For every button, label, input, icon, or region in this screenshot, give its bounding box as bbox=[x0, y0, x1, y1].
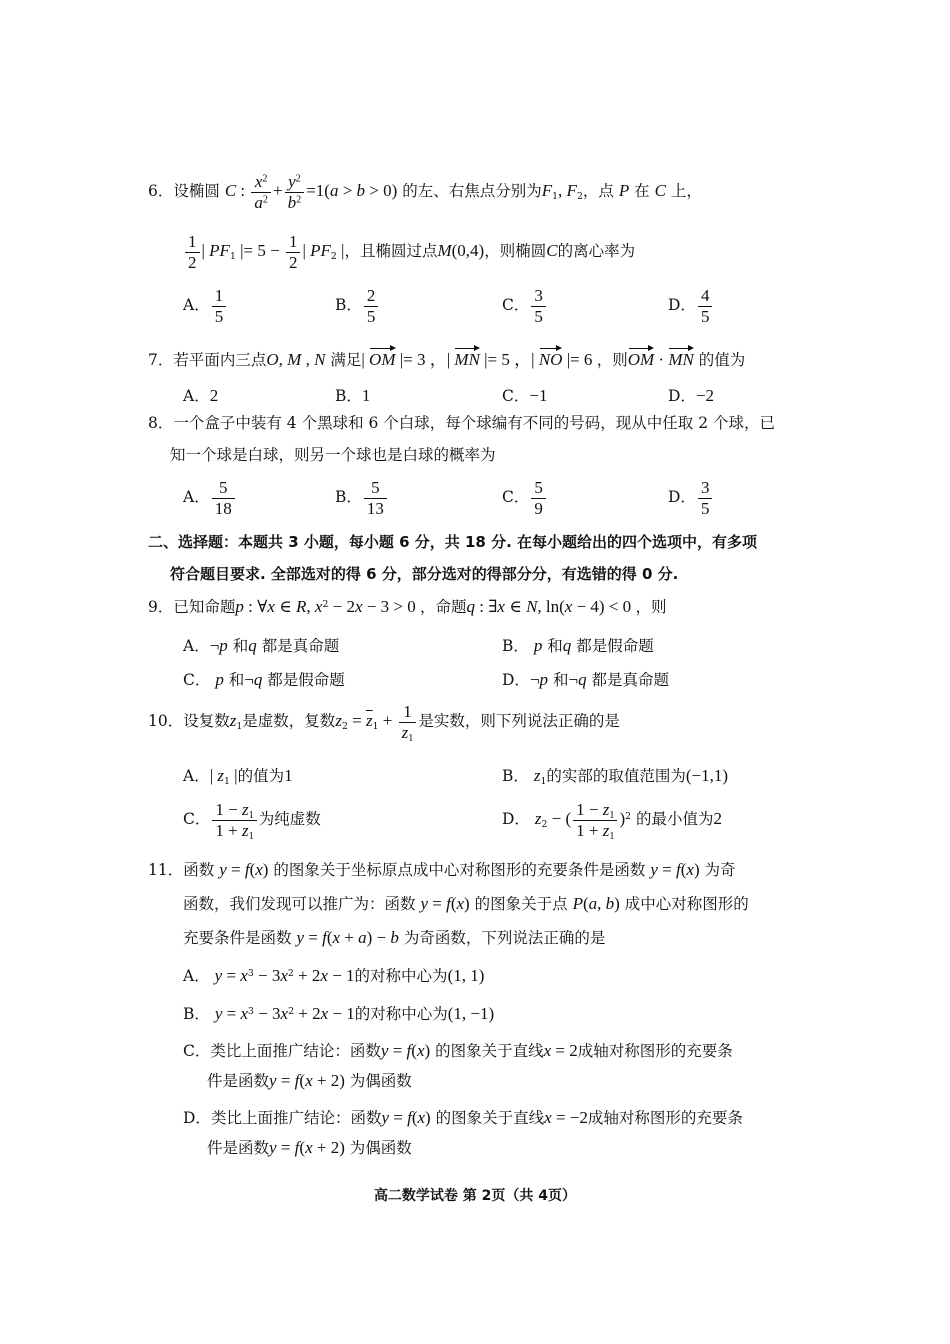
q10-option-b[interactable]: B． $z_1$的实部的取值范围为(−1,1) bbox=[502, 766, 729, 787]
q8-number: 8． bbox=[148, 414, 174, 432]
q10-option-d[interactable]: D． $z_2$ − ( $\frac{1 - z_1}{1 + z_1}$ )$^2$ 的最小值为2 bbox=[502, 800, 723, 842]
q6-option-d[interactable]: D． $\frac{4}{5}$ bbox=[668, 286, 714, 326]
section2-heading: 二、选择题：本题共 3 小题，每小题 6 分，共 18 分. 在每小题给出的四个选项中，有多项 bbox=[148, 533, 758, 551]
q6-option-b[interactable]: B． $\frac{2}{5}$ bbox=[335, 286, 380, 326]
q6-option-a[interactable]: A． $\frac{1}{5}$ bbox=[183, 286, 228, 326]
q7-line1: 7．若平面内三点O, M , N 满足| OM |= 3 ，| MN |= 5 ，| NO |= 6 ，则OM · MN 的值为 bbox=[148, 346, 745, 370]
q9-line1: 9．已知命题p : ∀x ∈ R, $x^2 - 2x - 3 > 0$ ，命题q : ∃x ∈ N, ln(x − 4) < 0 ，则 bbox=[148, 597, 667, 616]
q6-number: 6． bbox=[148, 182, 174, 201]
q11-line2: 函数，我们发现可以推广为：函数 y = f(x) 的图象关于点 P(a, b) 成中心对称图形的 bbox=[183, 894, 749, 913]
q10-option-c[interactable]: C． $\frac{1 - z_1}{1 + z_1}$ 为纯虚数 bbox=[183, 800, 321, 842]
q10-line1: 10．设复数$z_1$是虚数，复数$z_2 = \overline{z}_1$ + $\frac{1}{\overline{z}_1}$ 是实数，则下列说法正确的是 bbox=[148, 702, 620, 744]
q11-number: 11． bbox=[148, 861, 184, 879]
q8-option-a[interactable]: A． $\frac{5}{18}$ bbox=[183, 478, 237, 518]
q6-line2: $\frac{1}{2}$ | $PF_1$ |= 5 − $\frac{1}{2}$ | $PF_2$ |，且椭圆过点M(0,4)，则椭圆C的离心率为 bbox=[183, 232, 635, 272]
q7-option-d[interactable]: D．−2 bbox=[668, 386, 715, 405]
q8-option-b[interactable]: B． $\frac{5}{13}$ bbox=[335, 478, 389, 518]
q9-option-b[interactable]: B． p 和q 都是假命题 bbox=[502, 636, 654, 655]
q6-line1: 6．设椭圆 C : $\frac{x^2}{a^2}$ + $\frac{y^2}{b^2}$ =1(a > b > 0) 的左、右焦点分别为$F_1$, $F_2$，点 P 在 C 上， bbox=[148, 172, 702, 212]
section2-heading-line2: 符合题目要求. 全部选对的得 6 分，部分选对的得部分分，有选错的得 0 分. bbox=[170, 565, 679, 583]
q7-option-c[interactable]: C．−1 bbox=[502, 386, 548, 405]
q9-option-c[interactable]: C． p 和¬q 都是假命题 bbox=[183, 670, 345, 689]
q10-option-a[interactable]: A．| $z_1$ |的值为1 bbox=[183, 766, 293, 787]
q11-option-d[interactable]: D．类比上面推广结论：函数y = f(x) 的图象关于直线x = −2成轴对称图形的充要条 bbox=[183, 1108, 743, 1127]
q9-option-d[interactable]: D．¬p 和¬q 都是真命题 bbox=[502, 670, 670, 689]
q8-option-d[interactable]: D． $\frac{3}{5}$ bbox=[668, 478, 714, 518]
q7-option-a[interactable]: A．2 bbox=[183, 386, 219, 405]
q9-number: 9． bbox=[148, 598, 174, 616]
q11-line1: 11．函数 y = f(x) 的图象关于坐标原点成中心对称图形的充要条件是函数 y = f(x) 为奇 bbox=[148, 860, 736, 879]
q9-option-a[interactable]: A．¬p 和q 都是真命题 bbox=[183, 636, 340, 655]
q7-number: 7． bbox=[148, 351, 174, 369]
q11-option-d-line2: 件是函数y = f(x + 2) 为偶函数 bbox=[207, 1138, 412, 1157]
q11-option-b[interactable]: B． $y = x^3 - 3x^2 + 2x - 1$的对称中心为(1, −1) bbox=[183, 1004, 495, 1023]
q10-number: 10． bbox=[148, 712, 184, 731]
q8-line1: 8．一个盒子中装有 4 个黑球和 6 个白球，每个球编有不同的号码，现从中任取 2 个球，已 bbox=[148, 414, 776, 432]
q8-option-c[interactable]: C． $\frac{5}{9}$ bbox=[502, 478, 548, 518]
q11-line3: 充要条件是函数 y = f(x + a) − b 为奇函数，下列说法正确的是 bbox=[183, 928, 606, 947]
page-footer: 高二数学试卷 第 2页（共 4页） bbox=[373, 1188, 577, 1204]
q11-option-a[interactable]: A． $y = x^3 - 3x^2 + 2x - 1$的对称中心为(1, 1) bbox=[183, 966, 485, 985]
q7-option-b[interactable]: B．1 bbox=[335, 386, 371, 405]
q11-option-c[interactable]: C．类比上面推广结论：函数y = f(x) 的图象关于直线x = 2成轴对称图形的充要条 bbox=[183, 1041, 733, 1060]
q6-option-c[interactable]: C． $\frac{3}{5}$ bbox=[502, 286, 548, 326]
q8-line2: 知一个球是白球，则另一个球也是白球的概率为 bbox=[170, 446, 496, 464]
q11-option-c-line2: 件是函数y = f(x + 2) 为偶函数 bbox=[207, 1071, 412, 1090]
